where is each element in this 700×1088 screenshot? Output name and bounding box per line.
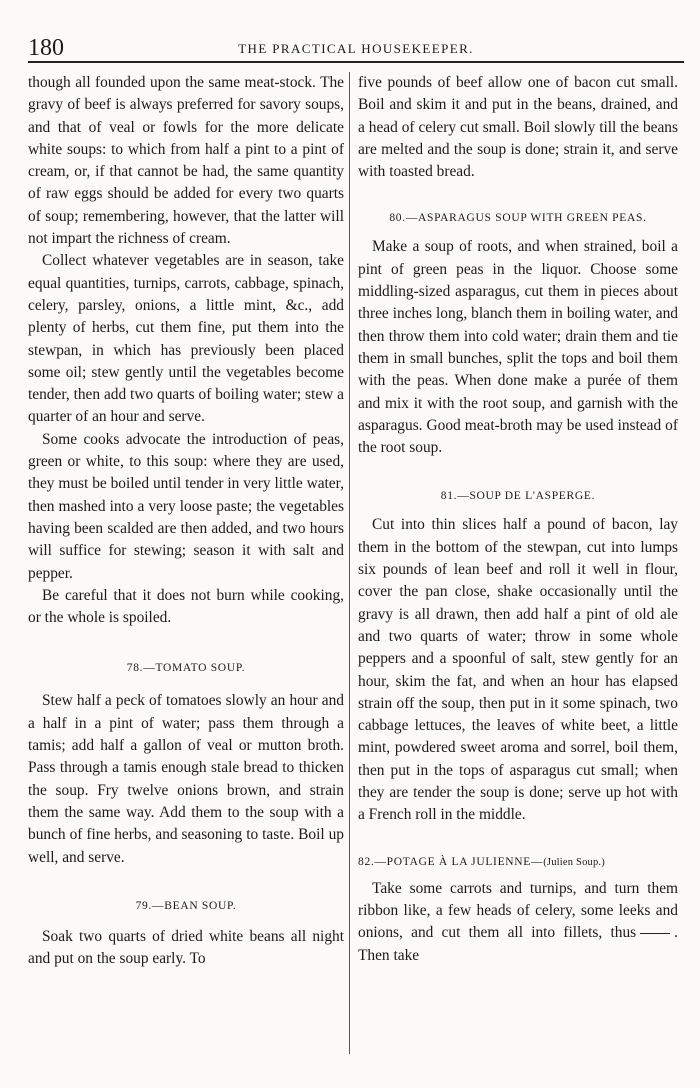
right-column xyxy=(358,72,678,1058)
paragraph: Be careful that it does not burn while cooking, or the whole is spoiled. xyxy=(28,586,344,627)
paragraph-text-end: . Then take xyxy=(358,924,678,964)
paragraph: Collect whatever vegetables are in season, take equal quantities, turnips, carrots, cabbage, spinach, celery, parsley, onions, a little mint, &c., add plenty of herbs, cut them fine, put them into the stewpan, in which has previously been placed some oil; stew gently until the vegetables become tender, then add two quarts of boiling water; stew a quarter of an hour and serve. xyxy=(28,252,344,426)
paragraph: Some cooks advocate the introduction of peas, green or white, to this soup: where they are used, they must be boiled until tender in very little water, then mashed into a very loose paste; the vegetables having been scalded are then added, and two hours will suffice for stewing; season it with salt and pepper. xyxy=(28,430,344,582)
page-header xyxy=(28,36,684,64)
recipe-heading-82-subtitle: (Julien Soup.) xyxy=(543,856,605,868)
paragraph: five pounds of beef allow one of bacon cut small. Boil and skim it and put in the beans, drained, and a head of celery cut small. Boil slowly till the beans are melted and the soup is done; strain it, and serve with toasted bread. xyxy=(358,74,678,181)
paragraph: Soak two quarts of dried white beans all night and put on the soup early. To xyxy=(28,927,344,968)
paragraph: Make a soup of roots, and when strained, boil a pint of green peas in the liquor. Choose some middling-sized asparagus, cut them in pieces about three inches long, blanch them in boiling water, and then throw them into cold water; drain them and tie them in small bunches, split the tops and boil them with the peas. When done make a purée of them and mix it with the root soup, and garnish with the asparagus. Good meat-broth may be used instead of the root soup. xyxy=(358,238,678,457)
paragraph: though all founded upon the same meat-stock. The gravy of beef is always preferred for savory soups, and that of veal or fowls for the more delicate white soups: to which from half a pint to a pint of cream, or, if that cannot be had, the same quantity of raw eggs should be added for every two quarts of soup; remembering, however, that the latter will not impart the richness of cream. xyxy=(28,74,344,248)
recipe-heading-79: 79.—BEAN SOUP. xyxy=(135,899,237,912)
dash-rule xyxy=(640,933,670,934)
paragraph-text: Take some carrots and turnips, and turn them ribbon like, a few heads of celery, some leeks and onions, and cut them all into fillets, thus xyxy=(358,879,678,942)
recipe-heading-81: 81.—SOUP DE L'ASPERGE. xyxy=(440,490,596,503)
page-number: 180 xyxy=(28,35,64,61)
paragraph: Stew half a peck of tomatoes slowly an hour and a half in a pint of water; pass them through a tamis; add half a gallon of veal or mutton broth. Pass through a tamis enough stale bread to thicken the soup. Fry twelve onions brown, and strain them the same way. Add them to the soup with a bunch of fine herbs, and seasoning to taste. Boil up well, and serve. xyxy=(28,692,344,866)
left-column xyxy=(28,72,344,1058)
running-title: THE PRACTICAL HOUSEKEEPER. xyxy=(238,41,474,56)
recipe-heading-82 xyxy=(358,855,678,870)
paragraph xyxy=(358,878,678,967)
recipe-heading-80: 80.—ASPARAGUS SOUP WITH GREEN PEAS. xyxy=(389,212,647,225)
column-divider xyxy=(349,72,350,1054)
recipe-heading-82-title: 82.—POTAGE À LA JULIENNE— xyxy=(358,855,544,868)
recipe-heading-78: 78.—TOMATO SOUP. xyxy=(126,662,246,675)
header-rule xyxy=(28,61,684,63)
paragraph: Cut into thin slices half a pound of bacon, lay them in the bottom of the stewpan, cut into lumps six pounds of lean beef and roll it well in flour, cover the pan close, shake occasionally until the gravy is all drawn, then add half a pint of old ale and two quarts of water; throw in some whole peppers and a spoonful of salt, stew gently for an hour, skim the fat, and when an hour has elapsed strain off the soup, then put in it some spinach, two cabbage lettuces, the leaves of white beet, a little mint, powdered sweet aroma and sorrel, boil them, then put in the tops of asparagus cut small; when they are tender the soup is done; serve up hot with a French roll in the middle. xyxy=(358,516,678,824)
